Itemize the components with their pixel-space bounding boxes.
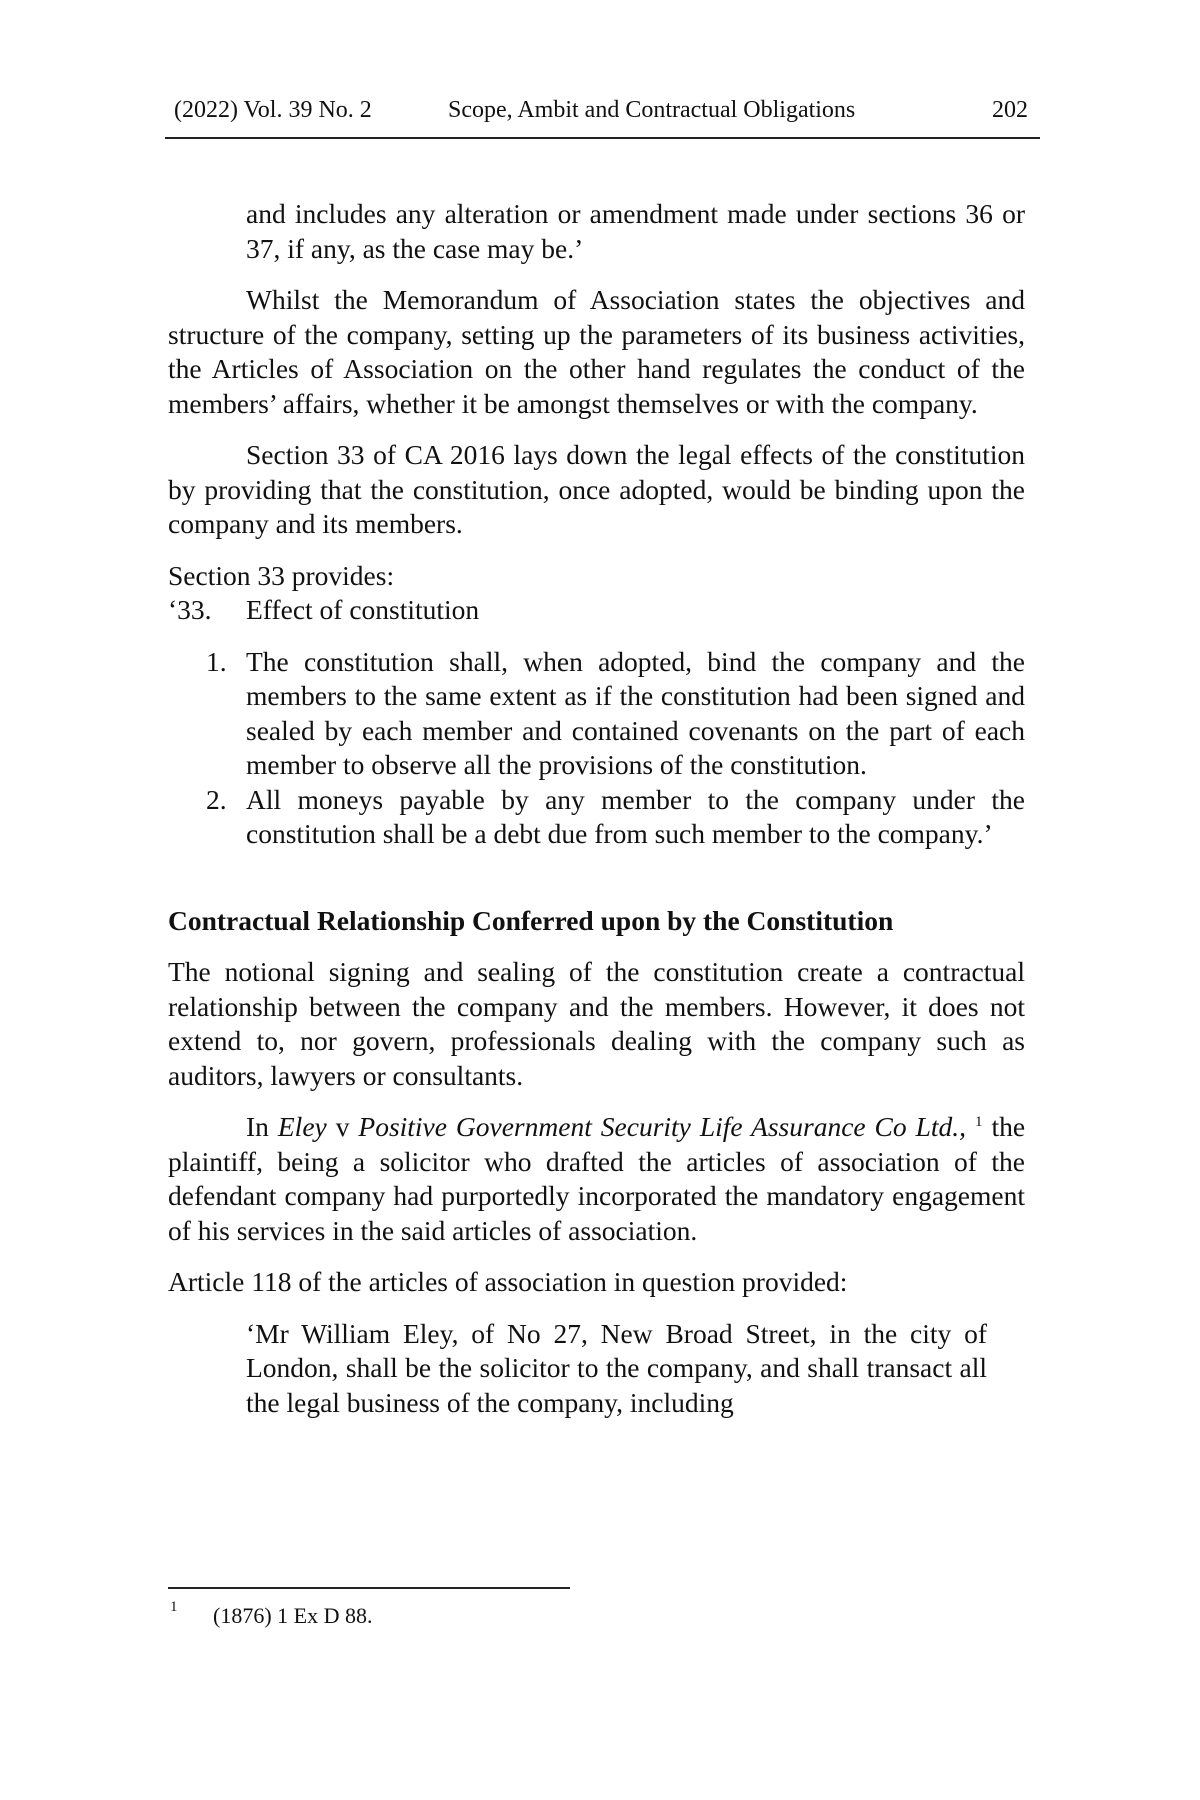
paragraph: Section 33 provides: <box>168 559 395 591</box>
text-run: In <box>246 1111 269 1142</box>
list-text: All moneys payable by any member to the company under the constitution shall be a debt due from such member to the company.’ <box>246 783 1025 849</box>
paragraph: Section 33 of CA 2016 lays down the legal effects of the constitution by providing that the constitution, once adopted, would be binding upon the company and its members. <box>168 439 1025 539</box>
paragraph: The notional signing and sealing of the constitution create a contractual relationship between the company and the members. However, it does not extend to, nor govern, professionals dealing with the company such as auditors, lawyers or consultants. <box>168 956 1025 1091</box>
text-run: the plaintiff, being a solicitor who drafted the articles of association of the defendant company had purportedly incorporated the mandatory engagement of his services in the said articles of association. <box>168 1111 1026 1246</box>
case-name: Eley <box>277 1111 327 1142</box>
journal-citation: (2022) Vol. 39 No. 2 <box>174 97 372 123</box>
list-item <box>168 645 1025 783</box>
quote-continuation: and includes any alteration or amendment made under sections 36 or 37, if any, as the case may be.’ <box>246 198 1025 264</box>
list-item <box>168 783 1025 852</box>
footnote-ref[interactable]: 1 <box>974 1113 983 1130</box>
body-text <box>168 197 1025 1420</box>
case-name: Positive Government Security Life Assurance Co Ltd., <box>358 1111 967 1142</box>
paragraph: Article 118 of the articles of association in question provided: <box>168 1266 848 1297</box>
paragraph: Whilst the Memorandum of Association states the objectives and structure of the company, setting up the parameters of its business activities, the Articles of Association on the other hand regulates the conduct of the members’ affairs, whether it be amongst themselves or with the company. <box>168 284 1025 419</box>
section-heading: Contractual Relationship Conferred upon by the Constitution <box>168 904 894 936</box>
block-quote: ‘Mr William Eley, of No 27, New Broad Street, in the city of London, shall be the solicitor to the company, and shall transact all the legal business of the company, including <box>246 1317 987 1418</box>
list-text: The constitution shall, when adopted, bind the company and the members to the same extent as if the constitution had been signed and sealed by each member and contained covenants on the part of each member to observe all the provisions of the constitution. <box>246 645 1025 780</box>
section-title <box>168 593 1025 628</box>
footnote-text: (1876) 1 Ex D 88. <box>213 1603 373 1628</box>
article-short-title: Scope, Ambit and Contractual Obligations <box>448 97 856 123</box>
text-run: v <box>335 1111 350 1142</box>
list-number: 1. <box>206 645 227 677</box>
running-header <box>165 97 1040 139</box>
footnote-number: 1 <box>170 1599 178 1615</box>
paragraph <box>168 1110 1025 1248</box>
page-number: 202 <box>992 97 1028 123</box>
footnote-rule <box>168 1587 570 1589</box>
section-number: ‘33. <box>168 594 212 625</box>
section-title-text: Effect of constitution <box>246 594 480 625</box>
list-number: 2. <box>206 783 227 815</box>
